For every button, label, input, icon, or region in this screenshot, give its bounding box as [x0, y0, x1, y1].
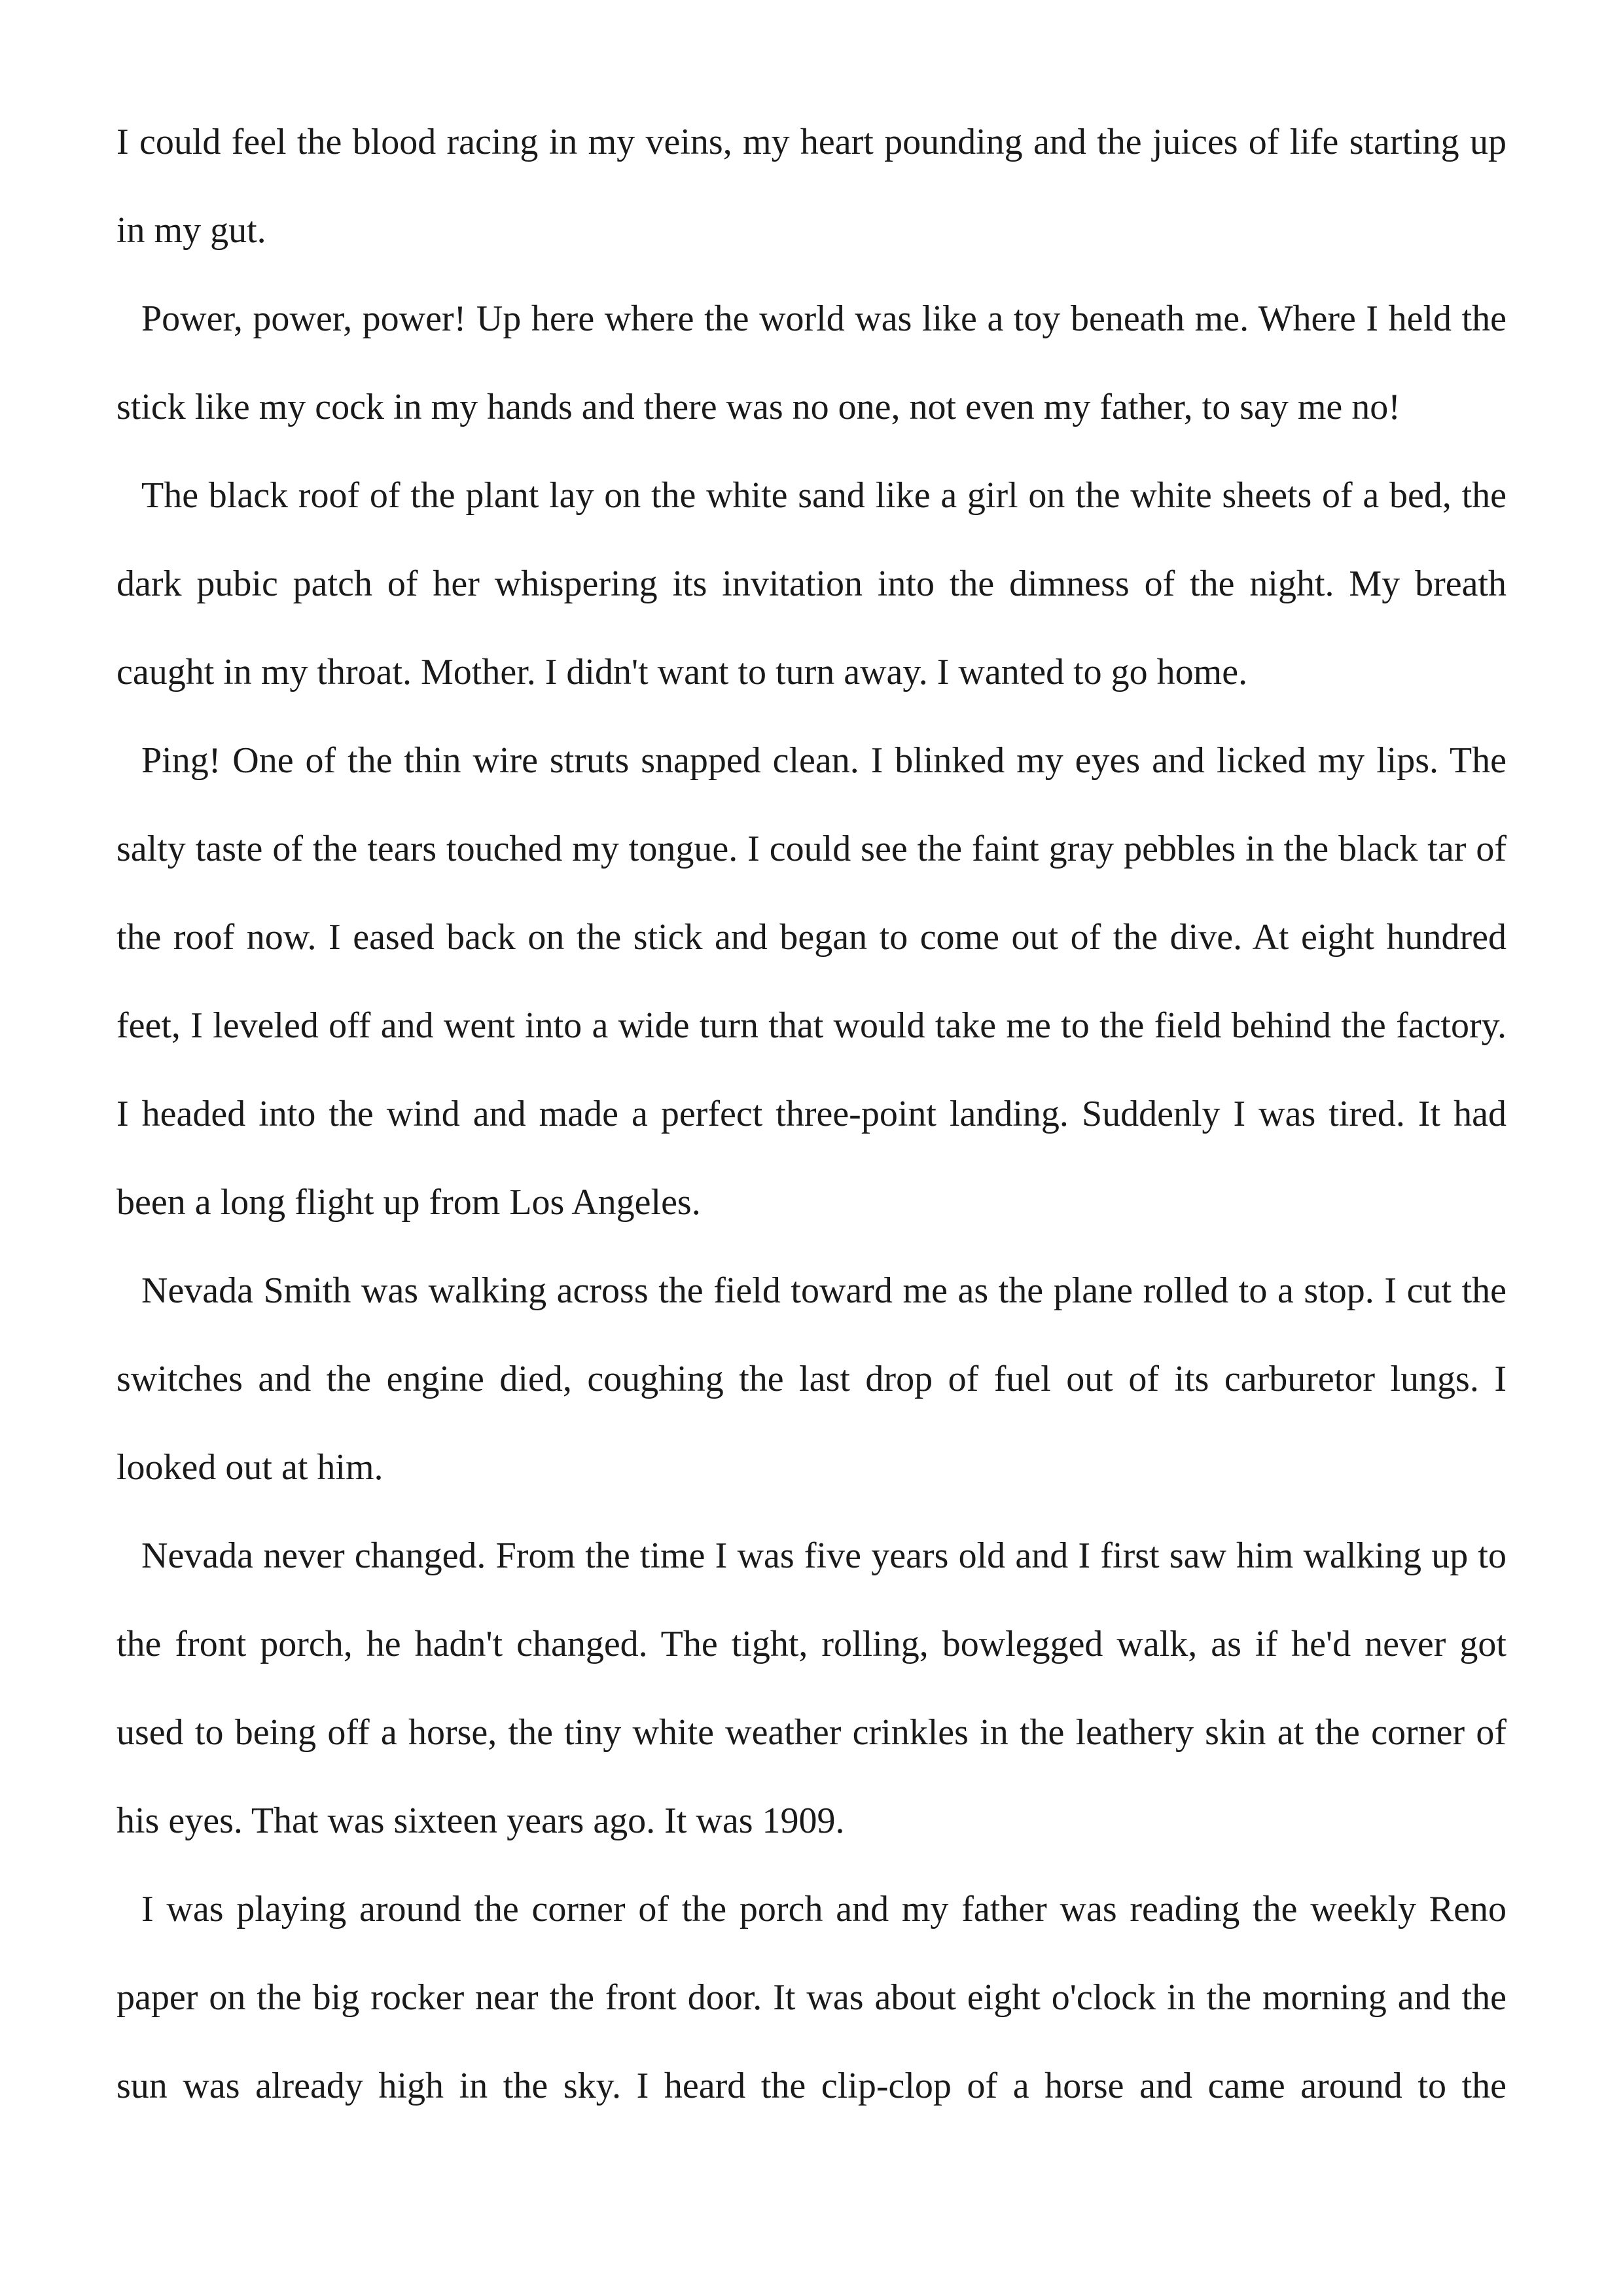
- body-text: [116, 98, 1507, 2130]
- paragraph-4: Ping! One of the thin wire struts snapped clean. I blinked my eyes and licked my lips. The salty taste of the tears touched my tongue. I could see the faint gray pebbles in the black tar of the roof now. I eased back on the stick and began to come out of the dive. At eight hundred feet, I leveled off and went into a wide turn that would take me to the field behind the factory. I headed into the wind and made a perfect three-point landing. Suddenly I was tired. It had been a long flight up from Los Angeles.: [116, 740, 1507, 1223]
- paragraph-2: Power, power, power! Up here where the world was like a toy beneath me. Where I held the stick like my cock in my hands and there was no one, not even my father, to say me no!: [116, 298, 1507, 427]
- paragraph-5: Nevada Smith was walking across the field toward me as the plane rolled to a stop. I cut the switches and the engine died, coughing the last drop of fuel out of its carburetor lungs. I looked out at him.: [116, 1270, 1507, 1488]
- paragraph-6: Nevada never changed. From the time I was five years old and I first saw him walking up to the front porch, he hadn't changed. The tight, rolling, bowlegged walk, as if he'd never got used to being off a horse, the tiny white weather crinkles in the leathery skin at the corner of his eyes. That was sixteen years ago. It was 1909.: [116, 1535, 1507, 1841]
- paragraph-3: The black roof of the plant lay on the white sand like a girl on the white sheets of a bed, the dark pubic patch of her whispering its invitation into the dimness of the night. My breath caught in my throat. Mother. I didn't want to turn away. I wanted to go home.: [116, 475, 1507, 692]
- paragraph-1: I could feel the blood racing in my veins, my heart pounding and the juices of life starting up in my gut.: [116, 122, 1507, 251]
- paragraph-7: I was playing around the corner of the porch and my father was reading the weekly Reno paper on the big rocker near the front door. It was about eight o'clock in the morning and the sun was already high in the sky. I heard the clip-clop of a horse and came around to the: [116, 1889, 1507, 2106]
